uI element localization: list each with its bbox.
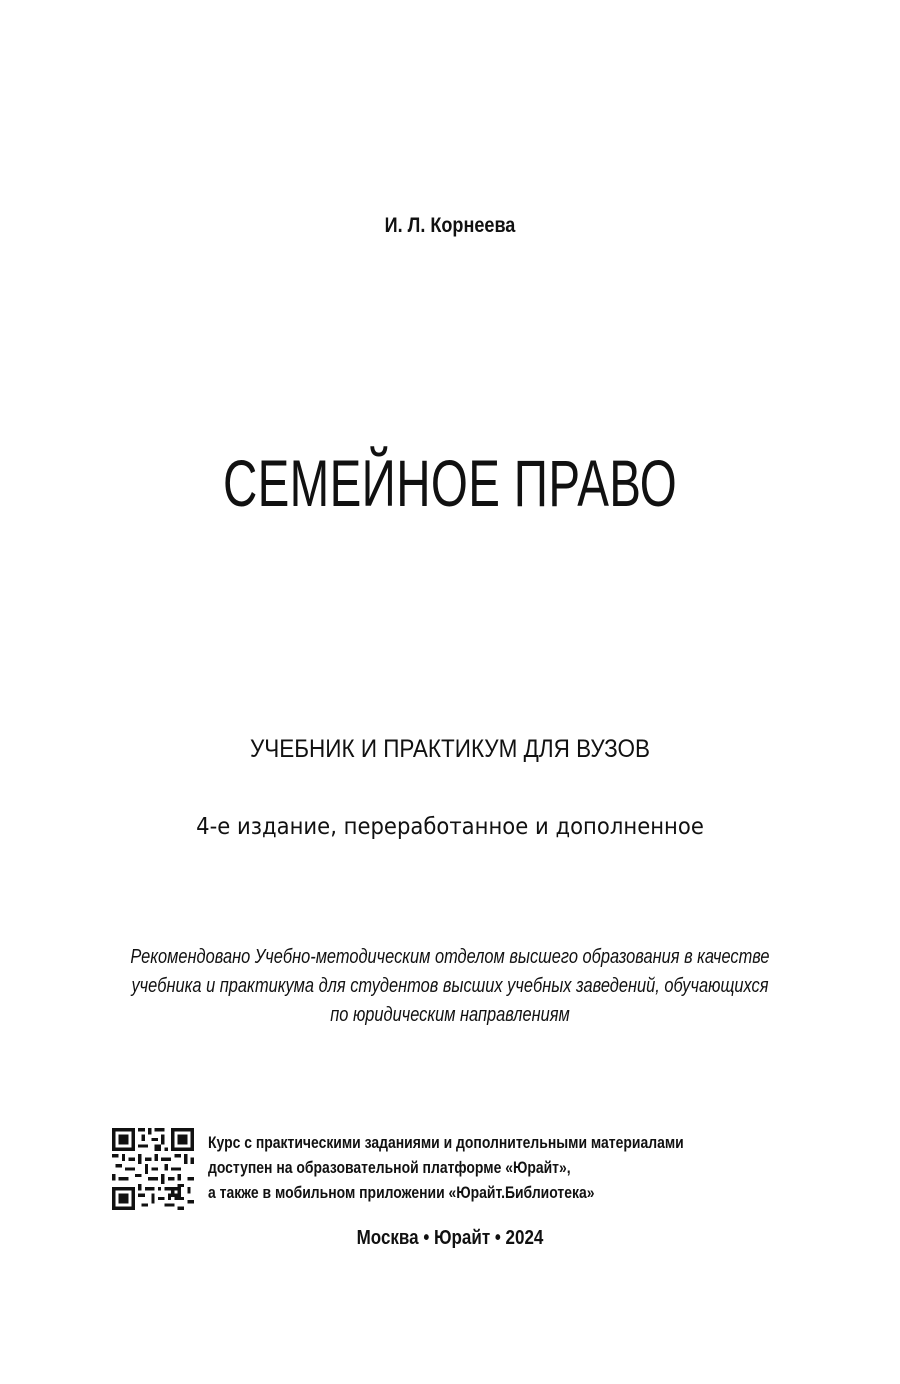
course-note <box>112 1128 812 1218</box>
course-note-line: а также в мобильном приложении «Юрайт.Библиотека» <box>208 1183 595 1202</box>
course-note-text <box>208 1130 749 1205</box>
book-title: СЕМЕЙНОЕ ПРАВО <box>222 446 678 520</box>
publisher-imprint: Москва • Юрайт • 2024 <box>356 1227 544 1249</box>
course-note-line: доступен на образовательной платформе «Юрайт», <box>208 1158 571 1177</box>
recommendation-text <box>81 943 819 1030</box>
edition-note: 4-е издание, переработанное и дополненное <box>196 814 704 840</box>
recommendation-line: по юридическим направлениям <box>330 1004 570 1026</box>
qr-code-icon[interactable] <box>112 1128 194 1210</box>
course-note-line: Курс с практическими заданиями и дополнительными материалами <box>208 1133 684 1152</box>
recommendation-line: Рекомендовано Учебно-методическим отделом высшего образования в качестве <box>130 946 770 968</box>
book-subtitle: УЧЕБНИК И ПРАКТИКУМ ДЛЯ ВУЗОВ <box>249 735 651 763</box>
author-name: И. Л. Корнеева <box>384 214 516 237</box>
recommendation-line: учебника и практикума для студентов высших учебных заведений, обучающихся <box>131 975 769 997</box>
